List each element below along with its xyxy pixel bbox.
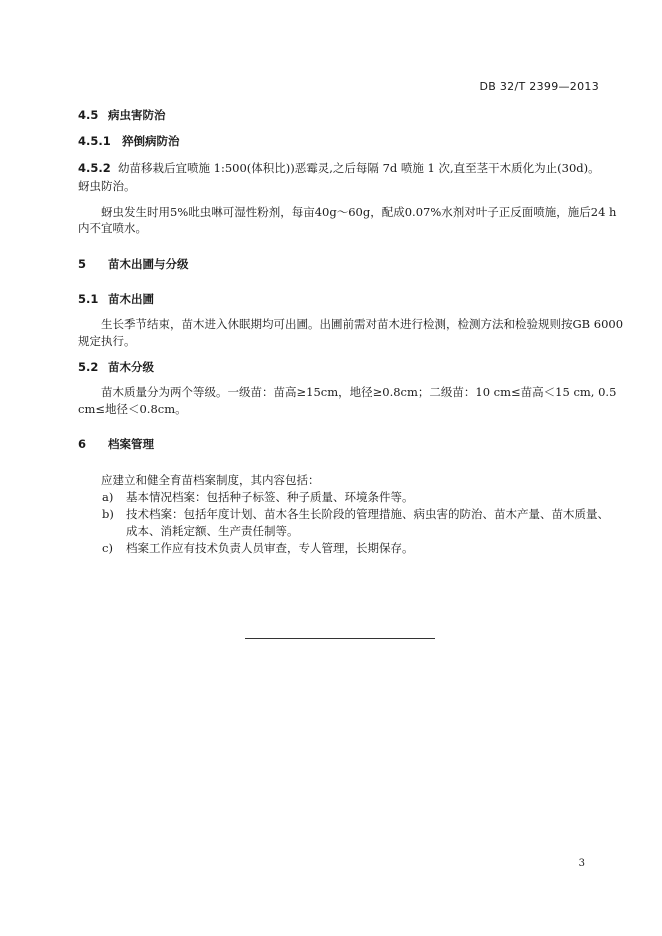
- section-heading-5: [78, 256, 604, 272]
- document-code: DB 32/T 2399—2013: [479, 80, 599, 93]
- end-of-document-rule: [245, 638, 435, 639]
- list-label: b): [102, 507, 114, 521]
- section-heading-5-1: [78, 291, 604, 307]
- list-item-c: [78, 540, 604, 556]
- page-number: 3: [578, 858, 585, 869]
- list-text: 技术档案：包括年度计划、苗木各生长阶段的管理措施、病虫害的防治、苗木产量、苗木质量、: [126, 507, 609, 521]
- section-heading-6: [78, 436, 604, 452]
- list-label: c): [102, 541, 113, 555]
- list-text: 基本情况档案：包括种子标签、种子质量、环境条件等。: [126, 490, 414, 504]
- section-heading-4-5: [78, 107, 604, 123]
- section-title: 猝倒病防治: [122, 134, 180, 148]
- section-title: 档案管理: [108, 437, 154, 451]
- list-text: 档案工作应有技术负责人员审查，专人管理，长期保存。: [126, 541, 414, 555]
- paragraph-aphid-line2: 内不宜喷水。: [78, 221, 147, 235]
- section-heading-5-2: [78, 359, 604, 375]
- section-title: 苗木出圃: [108, 292, 154, 306]
- section-number: 4.5: [78, 108, 99, 122]
- paragraph-5-2-line1: 苗木质量分为两个等级。一级苗：苗高≥15cm，地径≥0.8cm；二级苗：10 cm≤苗高＜15 cm, 0.5: [101, 385, 617, 399]
- paragraph-5-1-line2: 规定执行。: [78, 334, 136, 348]
- section-number: 5: [78, 257, 87, 271]
- paragraph-aphid-line1: 蚜虫发生时用5%吡虫啉可湿性粉剂，每亩40g～60g，配成0.07%水剂对叶子正反面喷施，施后24 h: [101, 205, 617, 219]
- paragraph-5-1-line1: 生长季节结束，苗木进入休眠期均可出圃。出圃前需对苗木进行检测，检测方法和检验规则按GB 6000: [101, 317, 624, 331]
- section-title: 苗木分级: [108, 360, 154, 374]
- paragraph-6-intro: 应建立和健全育苗档案制度，其内容包括：: [101, 473, 320, 487]
- clause-4-5-2-line2: 蚜虫防治。: [78, 179, 136, 193]
- list-item-b-continuation: 成本、消耗定额、生产责任制等。: [126, 524, 299, 538]
- clause-number: 4.5.2: [78, 161, 111, 175]
- section-number: 6: [78, 437, 87, 451]
- paragraph-5-2-line2: cm≤地径＜0.8cm。: [78, 402, 187, 416]
- clause-text: 幼苗移栽后宜喷施 1:500(体积比))恶霉灵,之后每隔 7d 喷施 1 次,直至茎干木质化为止(30d)。: [118, 161, 600, 175]
- list-label: a): [102, 490, 114, 504]
- section-title: 病虫害防治: [108, 108, 166, 122]
- list-item-a: [78, 489, 604, 505]
- section-number: 5.2: [78, 360, 99, 374]
- section-title: 苗木出圃与分级: [108, 257, 189, 271]
- section-heading-4-5-1: [78, 133, 604, 149]
- section-number: 5.1: [78, 292, 99, 306]
- clause-4-5-2-line1: [78, 160, 604, 176]
- section-number: 4.5.1: [78, 134, 111, 148]
- list-item-b: [78, 506, 609, 522]
